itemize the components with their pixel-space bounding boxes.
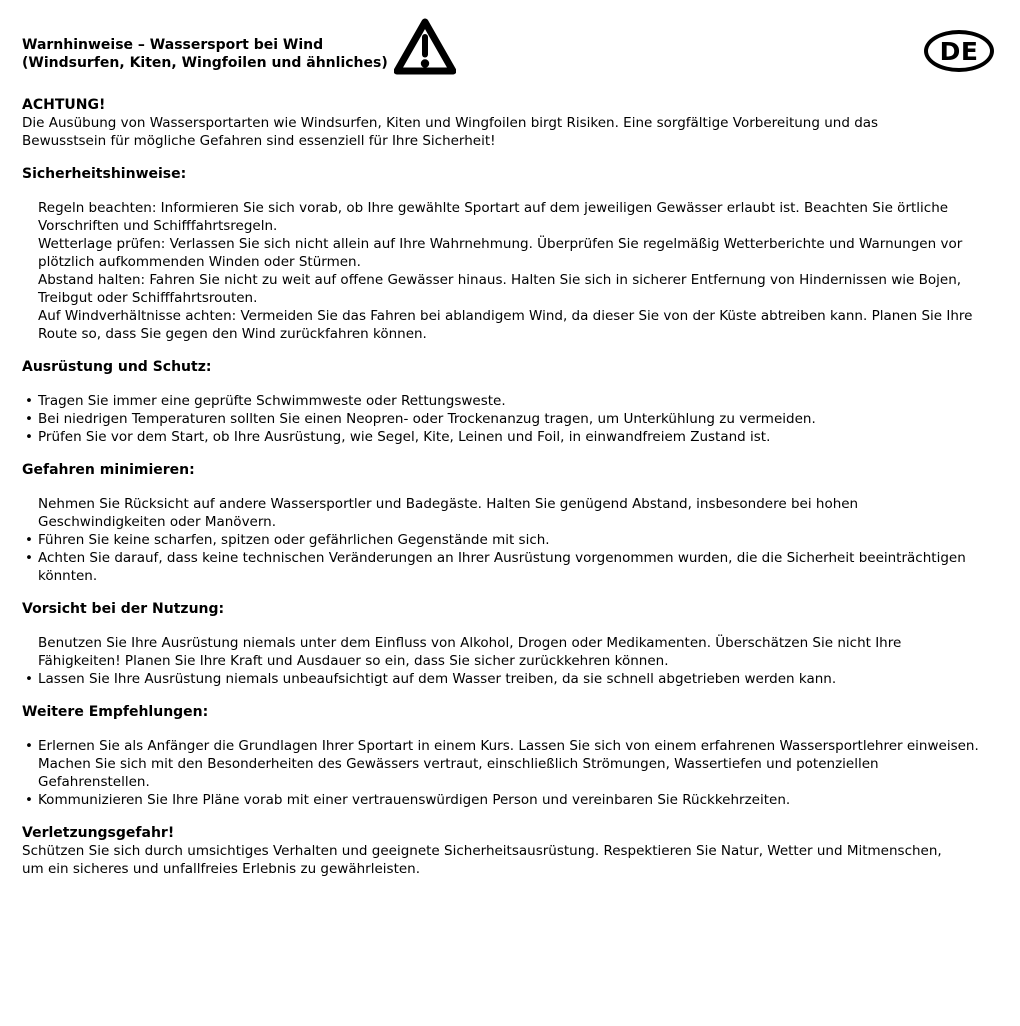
list-item bbox=[22, 737, 980, 755]
list-item-text: Wetterlage prüfen: Verlassen Sie sich nicht allein auf Ihre Wahrnehmung. Überprüfen Sie regelmäßig Wetterberichte und Warnungen vor plötzlich aufkommenden Winden oder Stürmen. bbox=[38, 236, 963, 270]
list-item bbox=[22, 670, 980, 688]
section-list bbox=[22, 392, 980, 446]
section-heading: Vorsicht bei der Nutzung: bbox=[22, 601, 225, 617]
section bbox=[22, 165, 994, 343]
bullet-icon: • bbox=[25, 411, 33, 427]
bullet-icon: • bbox=[25, 532, 33, 548]
bullet-icon: • bbox=[25, 550, 33, 566]
document-header bbox=[22, 36, 994, 76]
section bbox=[22, 96, 994, 150]
section-paragraph: Schützen Sie sich durch umsichtiges Verhalten und geeignete Sicherheitsausrüstung. Respektieren Sie Natur, Wetter und Mitmenschen, um ein sicheres und unfallfreies Erlebnis zu gewährleisten. bbox=[22, 843, 942, 877]
list-item-text: Bei niedrigen Temperaturen sollten Sie einen Neopren- oder Trockenanzug tragen, um Unterkühlung zu vermeiden. bbox=[38, 411, 816, 427]
list-item bbox=[22, 495, 980, 531]
list-item-text: Auf Windverhältnisse achten: Vermeiden Sie das Fahren bei ablandigem Wind, da dieser Sie von der Küste abtreiben kann. Planen Sie Ihre Route so, dass Sie gegen den Wind zurückfahren können. bbox=[38, 308, 973, 342]
list-item-text: Regeln beachten: Informieren Sie sich vorab, ob Ihre gewählte Sportart auf dem jeweiligen Gewässer erlaubt ist. Beachten Sie örtliche Vorschriften und Schifffahrtsregeln. bbox=[38, 200, 949, 234]
page-title-line2: (Windsurfen, Kiten, Wingfoilen und ähnliches) bbox=[22, 55, 388, 71]
section-heading: Gefahren minimieren: bbox=[22, 462, 195, 478]
indent-spacer bbox=[22, 495, 38, 531]
indent-spacer bbox=[22, 199, 38, 235]
section-heading: ACHTUNG! bbox=[22, 97, 106, 113]
list-item-text: Prüfen Sie vor dem Start, ob Ihre Ausrüstung, wie Segel, Kite, Leinen und Foil, in einwandfreiem Zustand ist. bbox=[38, 429, 771, 445]
bullet-icon: • bbox=[25, 738, 33, 754]
section-list bbox=[22, 634, 980, 688]
indent-spacer bbox=[22, 271, 38, 307]
page-title bbox=[22, 36, 388, 72]
section bbox=[22, 358, 994, 446]
list-item-text: Führen Sie keine scharfen, spitzen oder gefährlichen Gegenstände mit sich. bbox=[38, 532, 550, 548]
section-paragraph: Die Ausübung von Wassersportarten wie Windsurfen, Kiten und Wingfoilen birgt Risiken. Eine sorgfältige Vorbereitung und das Bewusstsein für mögliche Gefahren sind essenziell für Ihre Sicherheit! bbox=[22, 115, 879, 149]
list-item bbox=[22, 271, 980, 307]
section bbox=[22, 824, 994, 878]
list-item bbox=[22, 428, 980, 446]
bullet-icon: • bbox=[25, 393, 33, 409]
indent-spacer bbox=[22, 634, 38, 670]
section-heading: Verletzungsgefahr! bbox=[22, 825, 175, 841]
indent-spacer bbox=[22, 307, 38, 343]
indent-spacer bbox=[22, 235, 38, 271]
bullet-icon: • bbox=[25, 671, 33, 687]
list-item bbox=[22, 307, 980, 343]
bullet-icon: • bbox=[25, 429, 33, 445]
list-item bbox=[22, 235, 980, 271]
bullet-icon: • bbox=[25, 792, 33, 808]
list-item-text: Kommunizieren Sie Ihre Pläne vorab mit einer vertrauenswürdigen Person und vereinbaren Sie Rückkehrzeiten. bbox=[38, 792, 791, 808]
list-item bbox=[22, 634, 980, 670]
list-item bbox=[22, 410, 980, 428]
list-item-text: Benutzen Sie Ihre Ausrüstung niemals unter dem Einfluss von Alkohol, Drogen oder Medikamenten. Überschätzen Sie nicht Ihre Fähigkeiten! Planen Sie Ihre Kraft und Ausdauer so ein, dass Sie sicher zurückkehren können. bbox=[38, 635, 902, 669]
list-item bbox=[22, 549, 980, 585]
section-list bbox=[22, 737, 980, 809]
language-badge bbox=[924, 30, 994, 72]
list-item bbox=[22, 791, 980, 809]
section bbox=[22, 461, 994, 585]
list-item bbox=[22, 392, 980, 410]
section-heading: Sicherheitshinweise: bbox=[22, 166, 187, 182]
list-item-text: Tragen Sie immer eine geprüfte Schwimmweste oder Rettungsweste. bbox=[38, 393, 506, 409]
section bbox=[22, 703, 994, 809]
list-item-text: Achten Sie darauf, dass keine technischen Veränderungen an Ihrer Ausrüstung vorgenommen wurden, die die Sicherheit beeinträchtigen könnten. bbox=[38, 550, 966, 584]
section bbox=[22, 600, 994, 688]
list-item bbox=[22, 755, 980, 791]
section-heading: Weitere Empfehlungen: bbox=[22, 704, 209, 720]
list-item-text: Lassen Sie Ihre Ausrüstung niemals unbeaufsichtigt auf dem Wasser treiben, da sie schnell abgetrieben werden kann. bbox=[38, 671, 837, 687]
section-heading: Ausrüstung und Schutz: bbox=[22, 359, 212, 375]
list-item bbox=[22, 531, 980, 549]
language-badge-label: DE bbox=[939, 36, 979, 66]
list-item-text: Abstand halten: Fahren Sie nicht zu weit auf offene Gewässer hinaus. Halten Sie sich in sicherer Entfernung von Hindernissen wie Bojen, Treibgut oder Schifffahrtsrouten. bbox=[38, 272, 962, 306]
warning-triangle-icon bbox=[394, 18, 456, 76]
list-item-text: Erlernen Sie als Anfänger die Grundlagen Ihrer Sportart in einem Kurs. Lassen Sie sich von einem erfahrenen Wassersportlehrer einweisen. bbox=[38, 738, 979, 754]
section-list bbox=[22, 495, 980, 585]
list-item bbox=[22, 199, 980, 235]
page-title-line1: Warnhinweise – Wassersport bei Wind bbox=[22, 37, 324, 53]
section-list bbox=[22, 199, 980, 343]
indent-spacer bbox=[22, 755, 38, 791]
list-item-text: Machen Sie sich mit den Besonderheiten des Gewässers vertraut, einschließlich Strömungen, Wassertiefen und potenziellen Gefahrenstellen. bbox=[38, 756, 879, 790]
list-item-text: Nehmen Sie Rücksicht auf andere Wassersportler und Badegäste. Halten Sie genügend Abstand, insbesondere bei hohen Geschwindigkeiten oder Manövern. bbox=[38, 496, 859, 530]
document-sections bbox=[22, 96, 994, 878]
